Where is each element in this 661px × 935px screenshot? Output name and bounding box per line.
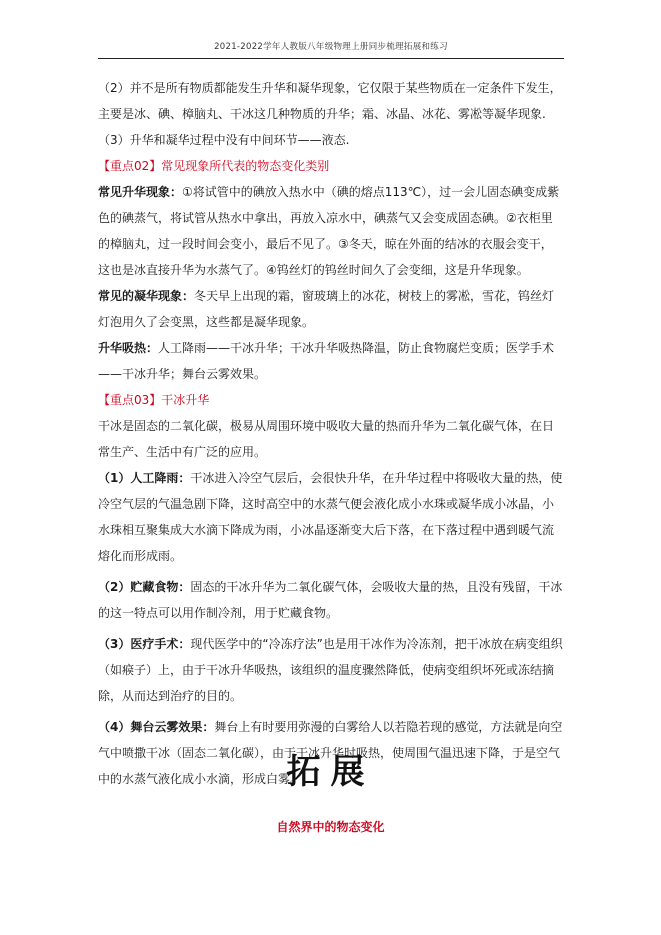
extension-subtitle: 自然界中的物态变化: [276, 820, 385, 834]
label-medical-surgery: （3）医疗手术：: [98, 637, 191, 651]
paragraph-food-storage: [98, 574, 564, 626]
paragraph-deposition-examples: [98, 283, 564, 335]
paragraph-heat-absorption: [98, 335, 564, 387]
text-stage-fog: 舞台上有时要用弥漫的白雾给人以若隐若现的感觉，方法就是向空气中喷撒干冰（固态二氧化碳），由于干冰升华时吸热，使周围气温迅速下降，于是空气中的水蒸气液化成小水滴，形成白雾。: [98, 720, 563, 786]
paragraph-dry-ice-intro: 干冰是固态的二氧化碳，极易从周围环境中吸收大量的热而升华为二氧化碳气体，在日常生产、生活中有广泛的应用。: [98, 419, 555, 459]
label-sublimation: 常见升华现象：: [98, 185, 183, 199]
page-header: 2021-2022学年人教版八年级物理上册同步梳理拓展和练习: [214, 42, 448, 52]
text-food-storage: 固态的干冰升华为二氧化碳气体，会吸收大量的热，且没有残留，干冰的这一特点可以用作制冷剂，用于贮藏食物。: [98, 580, 563, 620]
text-sublimation: ①将试管中的碘放入热水中（碘的熔点113℃），过一会儿固态碘变成紫色的碘蒸气，将试管从热水中拿出，再放入凉水中，碘蒸气又会变成固态碘。②衣柜里的樟脑丸，过一段时间会变小，最后不见了。③冬天，晾在外面的结冰的衣服会变干，这也是冰直接升华为水蒸气了。④钨丝灯的钨丝时间久了会变细，这是升华现象。: [98, 185, 560, 277]
label-stage-fog: （4）舞台云雾效果：: [98, 720, 215, 734]
label-artificial-rain: （1）人工降雨：: [98, 471, 191, 485]
section-heading-03: 【重点03】干冰升华: [98, 393, 210, 407]
label-deposition: 常见的凝华现象：: [98, 289, 195, 303]
label-heat-absorption: 升华吸热：: [98, 341, 159, 355]
paragraph-artificial-rain: [98, 465, 564, 569]
text-artificial-rain: 干冰进入冷空气层后，会很快升华，在升华过程中将吸收大量的热，使冷空气层的气温急剧下降，这时高空中的水蒸气便会液化成小水珠或凝华成小冰晶，小水珠相互聚集成大水滴下降成为雨，小冰晶逐渐变大后下落，在下落过程中遇到暖气流熔化而形成雨。: [98, 471, 563, 563]
label-food-storage: （2）贮藏食物：: [98, 580, 191, 594]
extension-title: 拓展: [286, 752, 375, 792]
text-deposition: 冬天早上出现的霜，窗玻璃上的冰花，树枝上的雾凇，雪花，钨丝灯灯泡用久了会变黑，这些都是凝华现象。: [98, 289, 555, 329]
paragraph-note-3: （3）升华和凝华过程中没有中间环节——液态.: [98, 133, 350, 147]
section-heading-02: 【重点02】常见现象所代表的物态变化类别: [98, 159, 330, 173]
paragraph-note-2: （2）并不是所有物质都能发生升华和凝华现象，它仅限于某些物质在一定条件下发生，主要是冰、碘、樟脑丸、干冰这几种物质的升华；霜、冰晶、冰花、雾凇等凝华现象.: [98, 81, 562, 121]
paragraph-sublimation-examples: [98, 179, 564, 283]
header-divider: [98, 58, 564, 59]
main-content: [98, 75, 564, 792]
paragraph-medical-surgery: [98, 631, 564, 709]
text-heat-absorption: 人工降雨——干冰升华；干冰升华吸热降温，防止食物腐烂变质；医学手术——干冰升华；舞台云雾效果。: [98, 341, 555, 381]
text-medical-surgery: 现代医学中的“冷冻疗法”也是用干冰作为冷冻剂，把干冰放在病变组织（如瘊子）上，由于干冰升华吸热，该组织的温度骤然降低，使病变组织坏死或冻结摘除，从而达到治疗的目的。: [98, 637, 563, 703]
